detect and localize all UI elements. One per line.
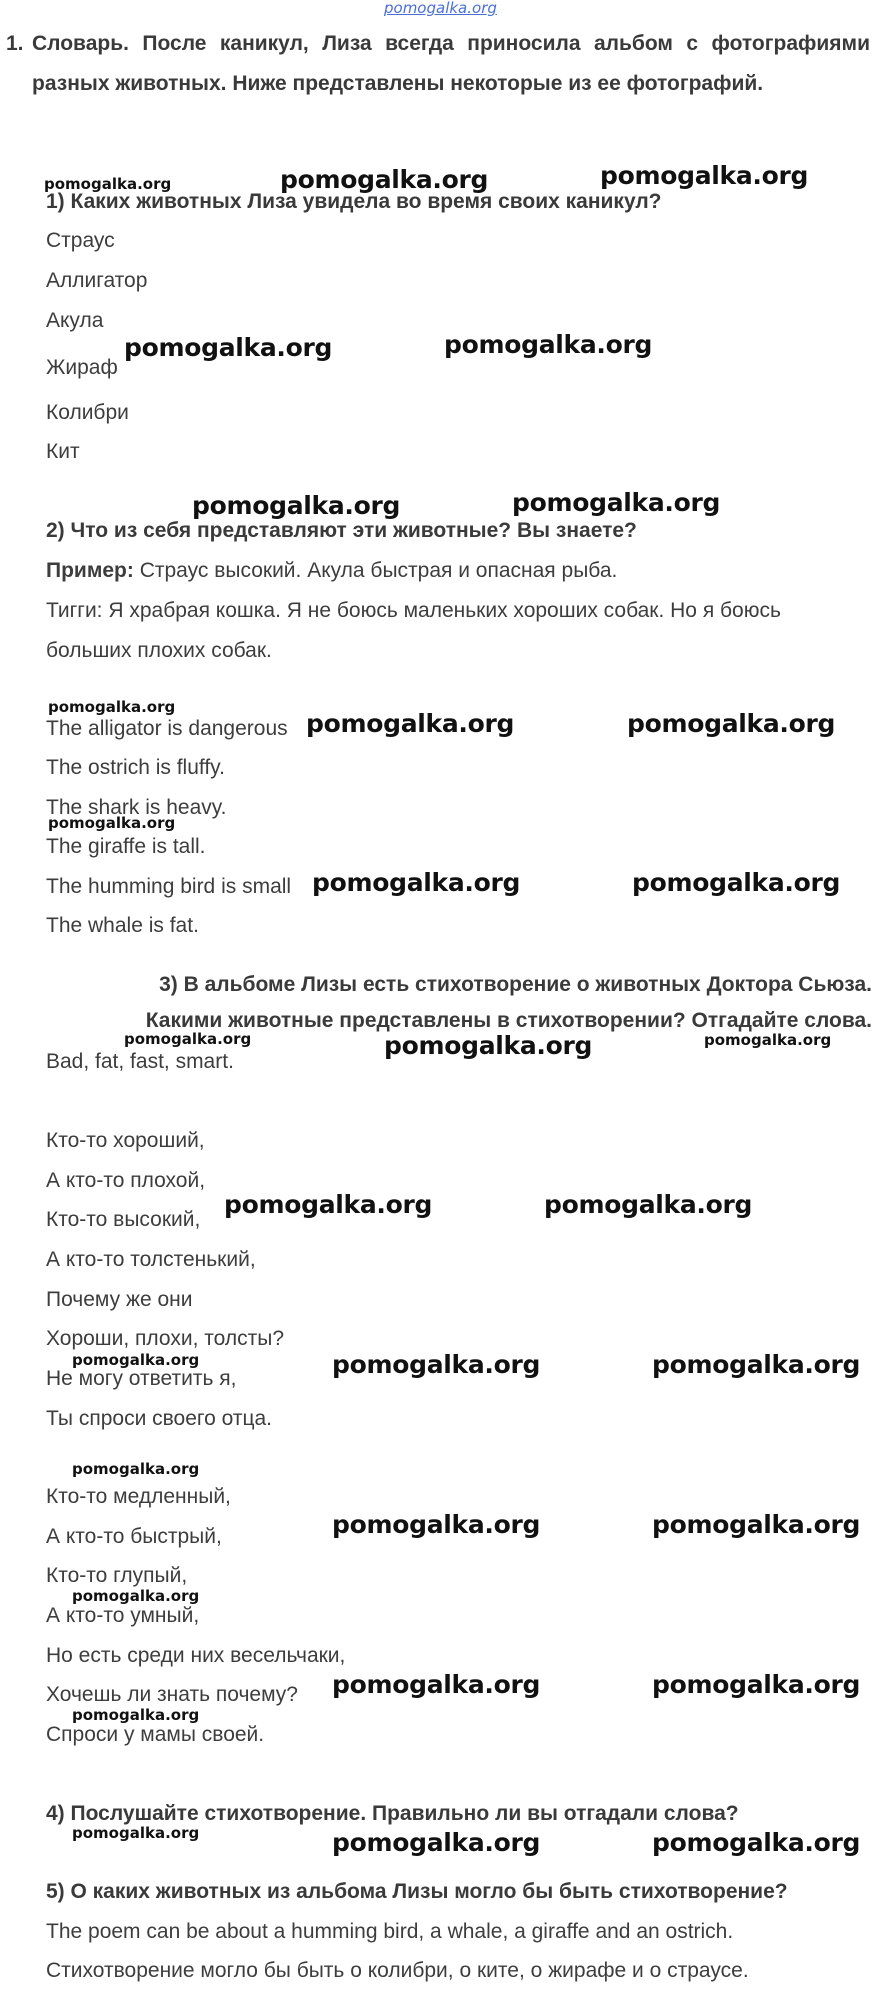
watermark: pomogalka.org <box>627 709 836 738</box>
watermark: pomogalka.org <box>652 1670 861 1699</box>
animal-item: Акула <box>46 309 104 332</box>
exercise-intro: Словарь. После каникул, Лиза всегда приносила альбом с фотографиями разных животных. Ниже представлены некоторые из ее фотографий. <box>32 32 870 95</box>
watermark: pomogalka.org <box>124 333 333 362</box>
answer-ru: Стихотворение могло бы быть о колибри, о ките, о жирафе и о страусе. <box>46 1959 749 1982</box>
watermark: pomogalka.org <box>332 1350 541 1379</box>
poem-line: Но есть среди них весельчаки, <box>46 1644 346 1667</box>
answer-en: The poem can be about a humming bird, a whale, a giraffe and an ostrich. <box>46 1920 734 1943</box>
watermark: pomogalka.org <box>224 1190 433 1219</box>
poem-line: Хочешь ли знать почему? <box>46 1683 298 1706</box>
watermark-small: pomogalka.org <box>72 1824 200 1842</box>
poem-line: Кто-то глупый, <box>46 1564 188 1587</box>
watermark-small: pomogalka.org <box>72 1460 200 1478</box>
watermark: pomogalka.org <box>652 1828 861 1857</box>
poem-line: А кто-то толстенький, <box>46 1248 256 1271</box>
poem-line: Не могу ответить я, <box>46 1367 237 1390</box>
watermark: pomogalka.org <box>312 868 521 897</box>
watermark: pomogalka.org <box>600 161 809 190</box>
answer-line: The humming bird is small <box>46 875 292 898</box>
watermark: pomogalka.org <box>332 1828 541 1857</box>
answer-line: The ostrich is fluffy. <box>46 756 225 779</box>
poem-line: Кто-то высокий, <box>46 1208 201 1231</box>
poem-line: А кто-то плохой, <box>46 1169 206 1192</box>
animal-item: Колибри <box>46 401 129 424</box>
watermark: pomogalka.org <box>544 1190 753 1219</box>
question-3 <box>46 967 872 1039</box>
watermark-small: pomogalka.org <box>48 814 176 832</box>
watermark: pomogalka.org <box>306 709 515 738</box>
watermark-small: pomogalka.org <box>44 175 172 193</box>
animal-item: Аллигатор <box>46 269 148 292</box>
question-2: 2) Что из себя представляют эти животные? Вы знаете? <box>46 519 637 542</box>
animal-item: Жираф <box>46 356 118 379</box>
answer-line: The whale is fat. <box>46 914 199 937</box>
watermark-small: pomogalka.org <box>72 1587 200 1605</box>
watermark: pomogalka.org <box>280 165 489 194</box>
poem-line: Ты спроси своего отца. <box>46 1407 272 1430</box>
watermark: pomogalka.org <box>632 868 841 897</box>
watermark: pomogalka.org <box>444 330 653 359</box>
watermark: pomogalka.org <box>652 1350 861 1379</box>
site-link[interactable]: pomogalka.org <box>384 0 497 17</box>
exercise-number: 1. <box>6 32 24 55</box>
answer-line: The alligator is dangerous <box>46 717 288 740</box>
question-3-line2: Какими животные представлены в стихотворении? Отгадайте слова. <box>145 1009 872 1032</box>
watermark-small: pomogalka.org <box>48 698 176 716</box>
example-label: Пример: <box>46 559 134 582</box>
tiggy-line: Тигги: Я храбрая кошка. Я не боюсь маленьких хороших собак. Но я боюсь <box>46 599 781 622</box>
tiggy-line: больших плохих собак. <box>46 639 272 662</box>
watermark-small: pomogalka.org <box>124 1030 252 1048</box>
poem-line: Кто-то медленный, <box>46 1485 231 1508</box>
guess-words: Bad, fat, fast, smart. <box>46 1050 234 1073</box>
answer-line: The giraffe is tall. <box>46 835 206 858</box>
watermark-small: pomogalka.org <box>704 1031 832 1049</box>
poem-line: А кто-то быстрый, <box>46 1525 222 1548</box>
example-text: Страус высокий. Акула быстрая и опасная рыба. <box>133 559 618 582</box>
watermark: pomogalka.org <box>512 488 721 517</box>
watermark: pomogalka.org <box>332 1670 541 1699</box>
example-line <box>46 556 617 586</box>
poem-line: Спроси у мамы своей. <box>46 1723 265 1746</box>
question-3-line1: 3) В альбоме Лизы есть стихотворение о животных Доктора Сьюза. <box>159 973 872 996</box>
poem-line: Кто-то хороший, <box>46 1129 205 1152</box>
question-4: 4) Послушайте стихотворение. Правильно ли вы отгадали слова? <box>46 1802 739 1825</box>
poem-line: Почему же они <box>46 1288 193 1311</box>
watermark-small: pomogalka.org <box>72 1706 200 1724</box>
answer-line: The shark is heavy. <box>46 796 227 819</box>
watermark: pomogalka.org <box>192 491 401 520</box>
animal-item: Кит <box>46 440 80 463</box>
poem-line: А кто-то умный, <box>46 1604 200 1627</box>
question-1: 1) Каких животных Лиза увидела во время своих каникул? <box>46 190 662 213</box>
watermark-small: pomogalka.org <box>72 1351 200 1369</box>
watermark: pomogalka.org <box>332 1510 541 1539</box>
poem-line: Хороши, плохи, толсты? <box>46 1327 285 1350</box>
question-5: 5) О каких животных из альбома Лизы могло бы быть стихотворение? <box>46 1880 788 1903</box>
watermark: pomogalka.org <box>652 1510 861 1539</box>
animal-item: Страус <box>46 229 115 252</box>
watermark: pomogalka.org <box>384 1031 593 1060</box>
